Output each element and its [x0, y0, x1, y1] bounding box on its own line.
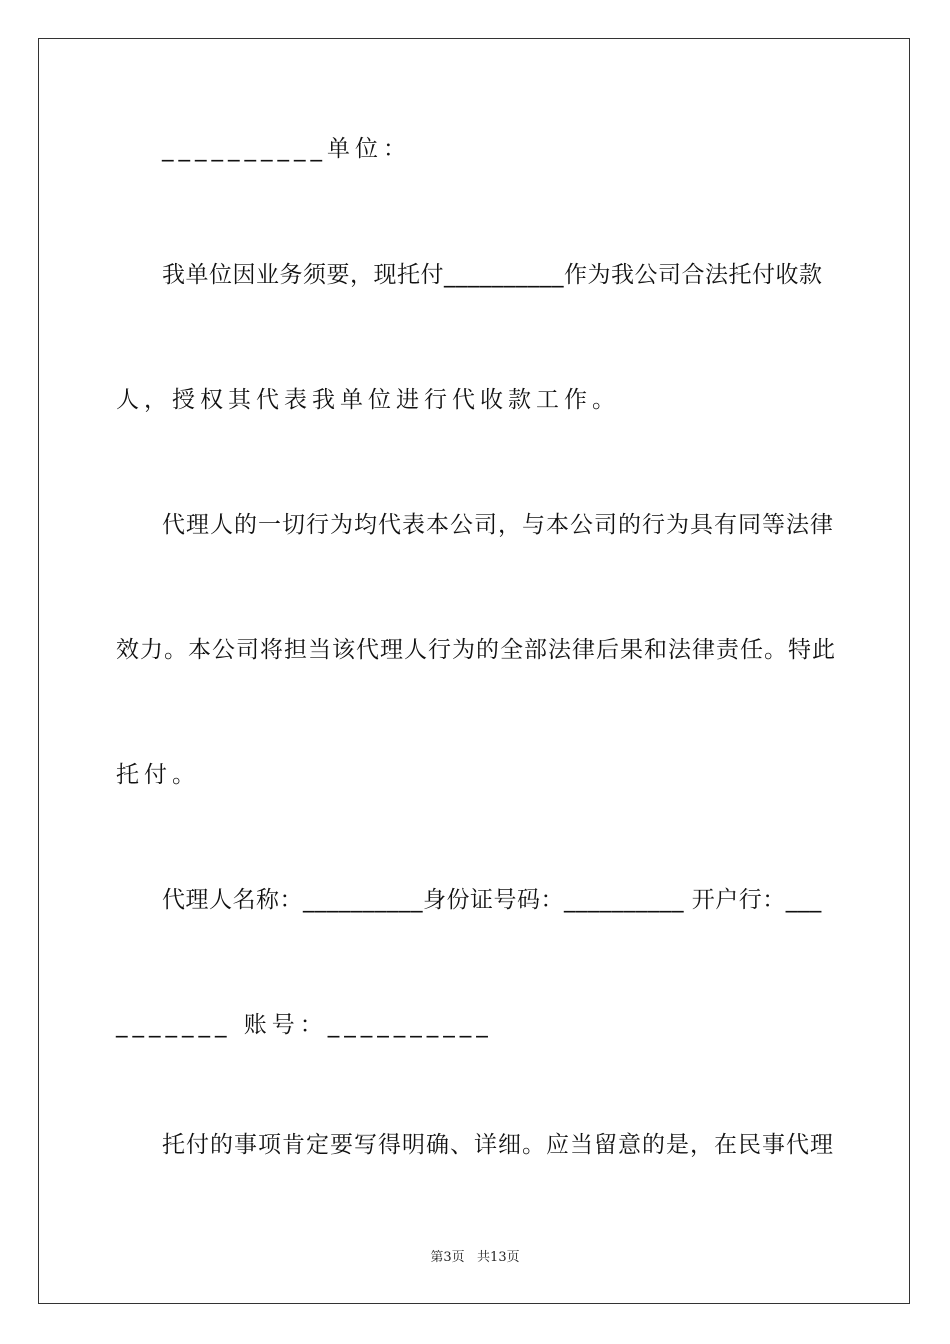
agent-info-line-1: 代理人名称：__________身份证号码：__________ 开户行：___ [162, 887, 822, 913]
paragraph-1-line-1: 我单位因业务须要，现托付__________作为我公司合法托付收款 [162, 262, 823, 288]
paragraph-3-line-1: 托付的事项肯定要写得明确、详细。应当留意的是，在民事代理 [162, 1132, 834, 1158]
page-number-footer: 第3页 共13页 [430, 1250, 520, 1265]
addressee-line: __________单位： [162, 136, 411, 162]
paragraph-2-line-3: 托付。 [116, 762, 200, 788]
agent-info-line-2: _______ 账号：__________ [116, 1012, 493, 1038]
paragraph-2-line-2: 效力。本公司将担当该代理人行为的全部法律后果和法律责任。特此 [116, 637, 836, 663]
paragraph-1-line-2: 人，授权其代表我单位进行代收款工作。 [116, 387, 620, 413]
page-border [38, 38, 910, 1304]
paragraph-2-line-1: 代理人的一切行为均代表本公司，与本公司的行为具有同等法律 [162, 512, 834, 538]
